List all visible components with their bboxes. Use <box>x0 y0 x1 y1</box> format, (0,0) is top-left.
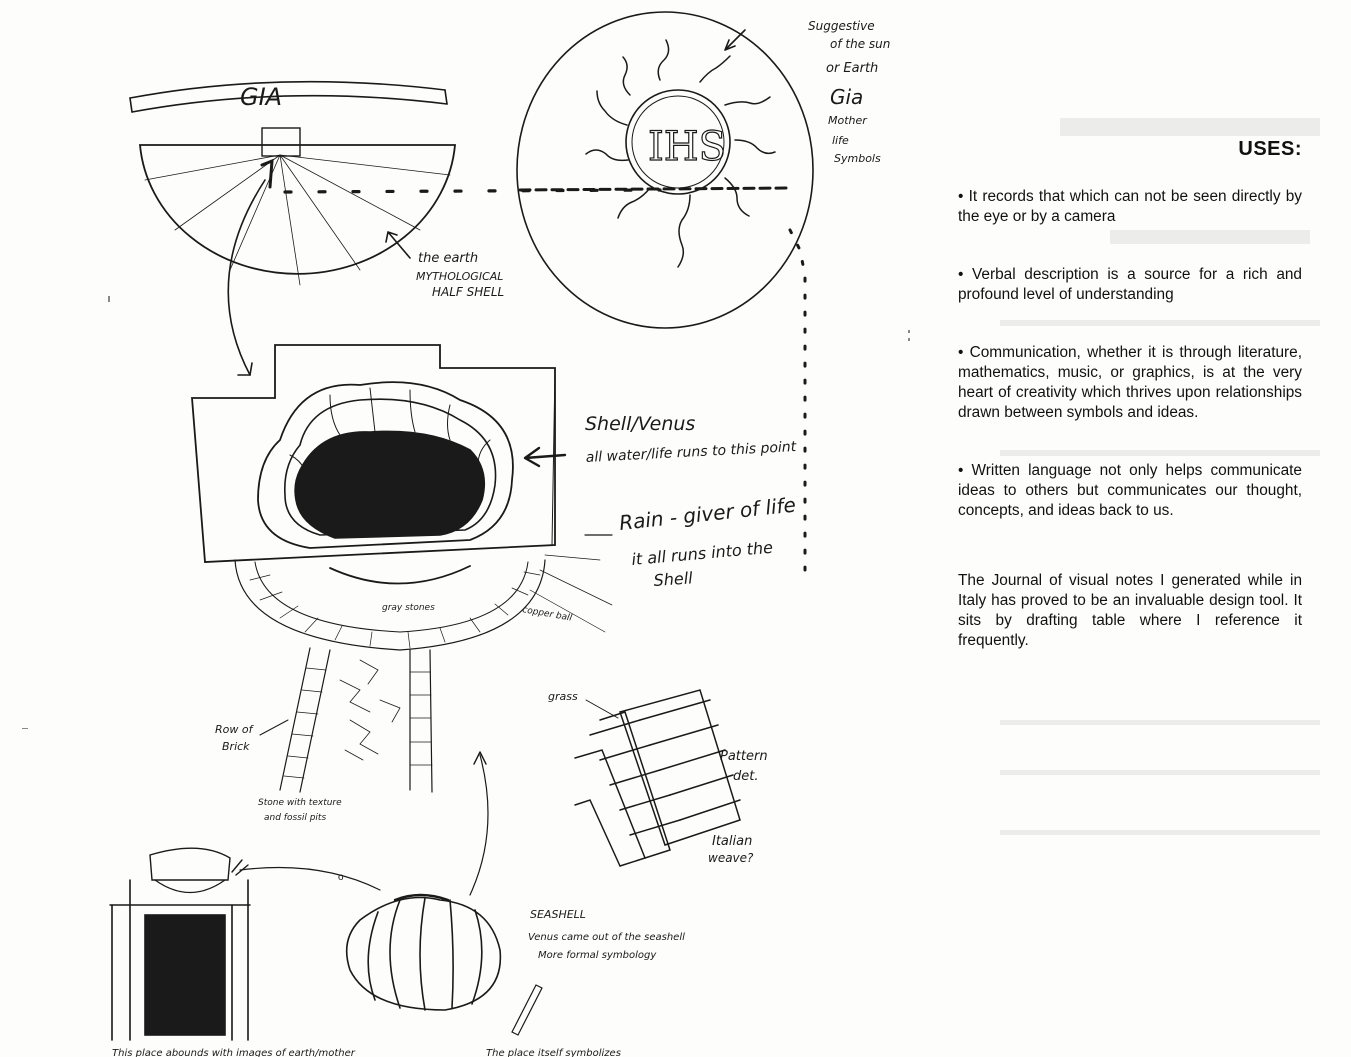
water-note: all water/life runs to this point <box>585 438 797 466</box>
earth-label-3: HALF SHELL <box>432 285 505 299</box>
ihs-monogram: IHS <box>648 124 727 170</box>
shell-label: Shell/Venus <box>585 413 696 435</box>
sun-note-3: or Earth <box>826 61 879 76</box>
uses-bullet-2: • Verbal description is a source for a rich and profound level of understanding <box>958 266 1302 303</box>
sun-note-6: life <box>832 134 849 147</box>
uses-text-panel <box>958 138 1302 651</box>
pattern-2: det. <box>733 769 759 784</box>
seashell-title: SEASHELL <box>530 908 586 921</box>
closing-paragraph: The Journal of visual notes I generated while in Italy has proved to be an invaluable design tool. It sits by drafting table where I reference it frequently. <box>958 572 1302 649</box>
svg-text:o: o <box>338 872 344 883</box>
uses-heading: USES: <box>1238 138 1302 160</box>
pattern-1: Pattern <box>720 749 768 764</box>
bottom-note-1: This place abounds with images of earth/mother <box>112 1048 355 1057</box>
seashell-note-2: More formal symbology <box>538 950 657 961</box>
rain-note-2: it all runs into the <box>630 537 774 569</box>
uses-bullet-3: • Communication, whether it is through literature, mathematics, music, or graphics, is at the very heart of creativity which thrives upon relationships drawn between symbols and ideas. <box>958 344 1302 421</box>
gia-label: GIA <box>240 83 283 111</box>
wall-elevation <box>110 848 380 1040</box>
earth-label-2: MYTHOLOGICAL <box>416 270 504 283</box>
sun-note-5: Mother <box>828 114 867 127</box>
sun-note-2: of the sun <box>830 37 891 51</box>
graystones-label: gray stones <box>382 603 435 613</box>
stone-note-2: and fossil pits <box>264 813 327 823</box>
bottom-note-2: The place itself symbolizes <box>486 1048 621 1057</box>
shell-dark-interior <box>295 431 484 538</box>
uses-bullet-4: • Written language not only helps communicate ideas to others but communicates our thought, concepts, and ideas back to us. <box>958 462 1302 519</box>
stone-note-1: Stone with texture <box>258 798 342 808</box>
italian-2: weave? <box>708 851 754 865</box>
row-brick-2: Brick <box>222 740 250 753</box>
rain-note-1: Rain - giver of life <box>618 492 797 535</box>
sun-note-4: Gia <box>830 85 864 109</box>
sun-note-1: Suggestive <box>808 19 875 33</box>
italian-1: Italian <box>712 834 753 849</box>
rain-note-3: Shell <box>652 568 694 590</box>
earth-label-1: the earth <box>418 251 479 266</box>
basin <box>330 566 470 584</box>
sun-note-7: Symbols <box>834 152 881 165</box>
grass-label: grass <box>548 690 578 703</box>
uses-bullet-1: • It records that which can not be seen directly by the eye or by a camera <box>958 188 1302 225</box>
seashell-drawing <box>347 895 501 1010</box>
seashell-note-1: Venus came out of the seashell <box>528 932 685 943</box>
row-brick-1: Row of <box>215 723 253 736</box>
ballast-label: copper ball <box>521 605 573 624</box>
